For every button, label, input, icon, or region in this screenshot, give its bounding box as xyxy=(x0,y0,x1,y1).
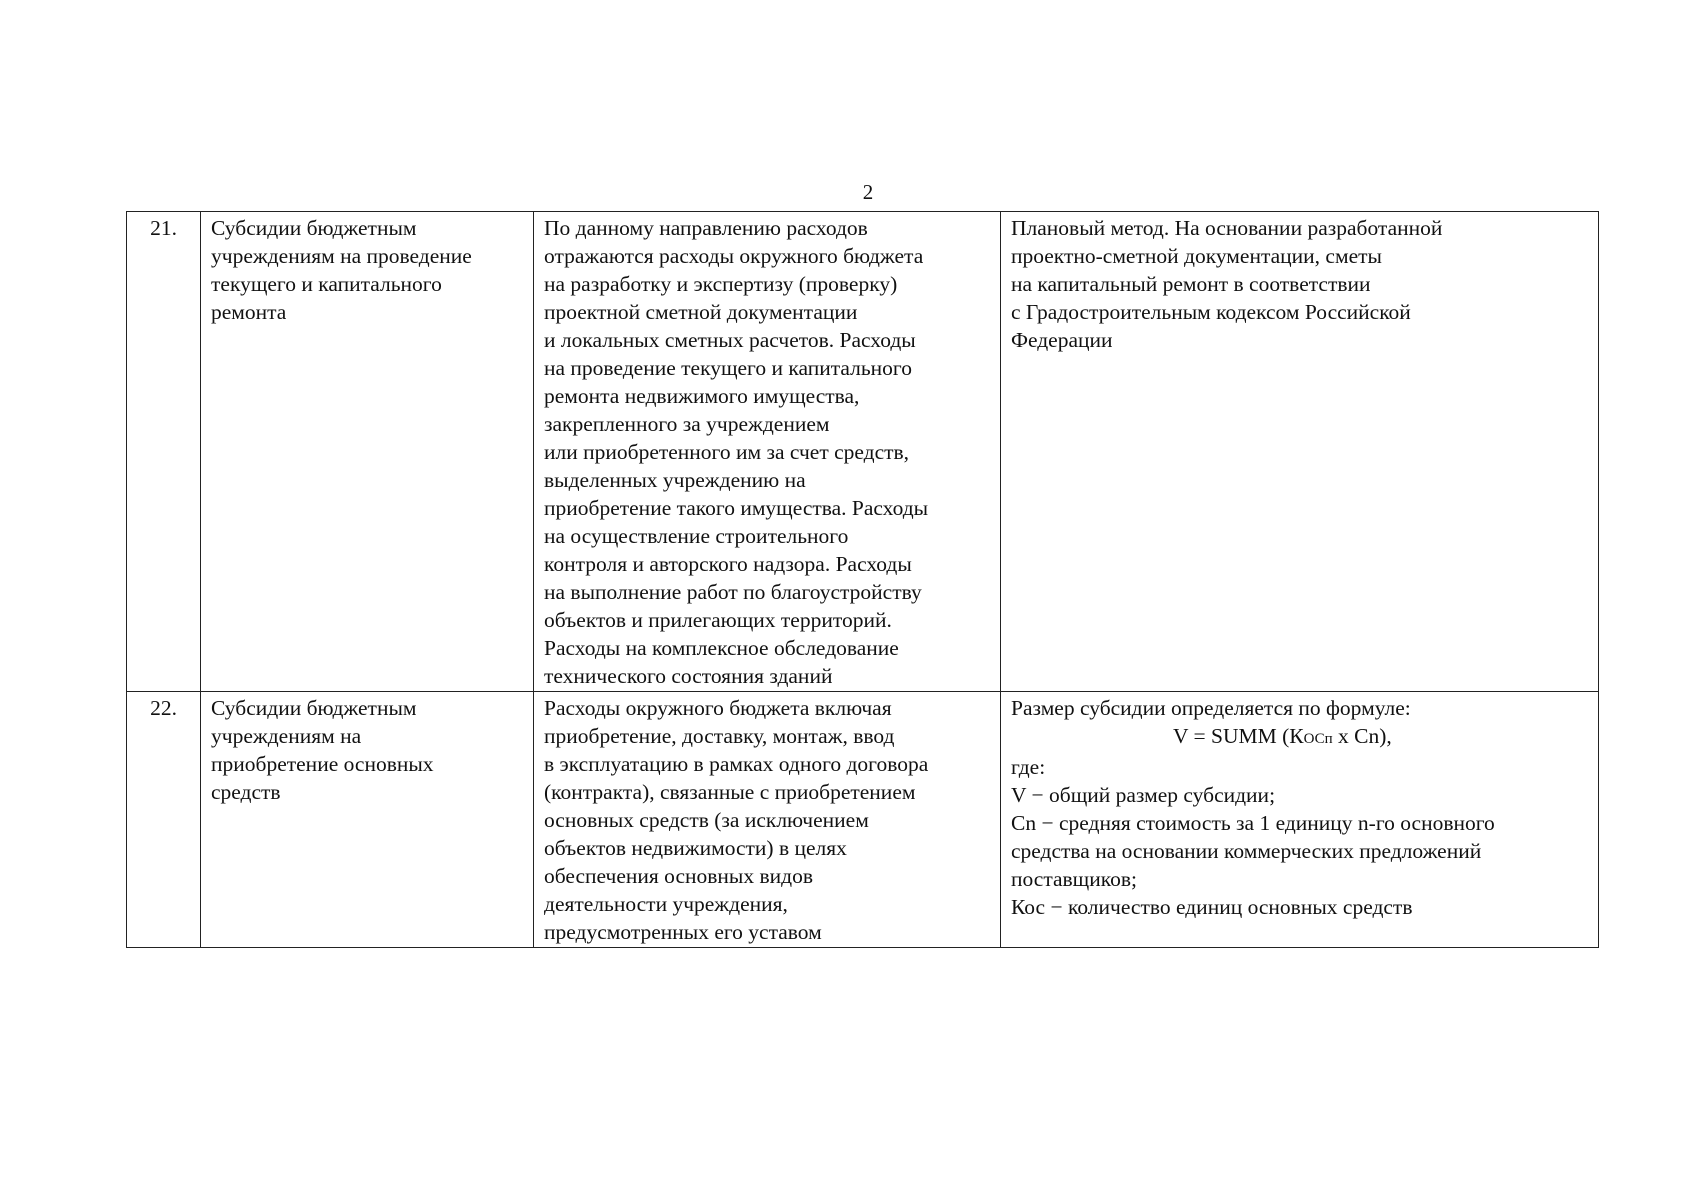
calculation-method-cell xyxy=(1001,692,1599,948)
text-line: Субсидии бюджетным xyxy=(211,696,417,720)
text-line: обеспечения основных видов xyxy=(544,864,813,888)
text-line: с Градостроительным кодексом Российской xyxy=(1011,300,1411,324)
text-line: деятельности учреждения, xyxy=(544,892,788,916)
text-line: Расходы на комплексное обследование xyxy=(544,636,899,660)
text-line: приобретение такого имущества. Расходы xyxy=(544,496,929,520)
text-line: Плановый метод. На основании разработанной xyxy=(1011,216,1443,240)
row-number: 22. xyxy=(127,692,201,948)
expense-name-cell xyxy=(201,692,534,948)
text-line: или приобретенного им за счет средств, xyxy=(544,440,910,464)
text-line: отражаются расходы окружного бюджета xyxy=(544,244,924,268)
text-line: Субсидии бюджетным xyxy=(211,216,417,240)
text-line: на капитальный ремонт в соответствии xyxy=(1011,272,1371,296)
text-line: объектов и прилегающих территорий. xyxy=(544,608,892,632)
formula-subscript: ОСп xyxy=(1303,731,1333,747)
text-line: на выполнение работ по благоустройству xyxy=(544,580,922,604)
formula-end: x Cn), xyxy=(1332,724,1392,748)
text-line: технического состояния зданий xyxy=(544,664,833,688)
text-line: закрепленного за учреждением xyxy=(544,412,830,436)
text-line: приобретение, доставку, монтаж, ввод xyxy=(544,724,895,748)
text-line: и локальных сметных расчетов. Расходы xyxy=(544,328,916,352)
expense-name-cell xyxy=(201,212,534,692)
text-line: на проведение текущего и капитального xyxy=(544,356,912,380)
text-line: учреждениям на проведение xyxy=(211,244,472,268)
text-line: ремонта xyxy=(211,300,287,324)
expense-table xyxy=(126,211,1599,948)
text-line: средства на основании коммерческих предложений xyxy=(1011,839,1482,863)
text-line: объектов недвижимости) в целях xyxy=(544,836,847,860)
text-line: контроля и авторского надзора. Расходы xyxy=(544,552,912,576)
table-row xyxy=(127,212,1599,692)
subsidy-formula xyxy=(1011,722,1588,753)
text-line: текущего и капитального xyxy=(211,272,442,296)
text-line: ремонта недвижимого имущества, xyxy=(544,384,860,408)
text-line: предусмотренных его уставом xyxy=(544,920,822,944)
text-line: Кос − количество единиц основных средств xyxy=(1011,895,1413,919)
text-line: Федерации xyxy=(1011,328,1113,352)
text-line: учреждениям на xyxy=(211,724,362,748)
expense-description-cell xyxy=(534,692,1001,948)
page-number: 2 xyxy=(862,180,874,204)
text-line: Расходы окружного бюджета включая xyxy=(544,696,892,720)
text-line: выделенных учреждению на xyxy=(544,468,806,492)
text-line: По данному направлению расходов xyxy=(544,216,868,240)
text-line: проектно-сметной документации, сметы xyxy=(1011,244,1382,268)
formula-intro: Размер субсидии определяется по формуле: xyxy=(1011,696,1411,720)
text-line: поставщиков; xyxy=(1011,867,1137,891)
text-line: V − общий размер субсидии; xyxy=(1011,783,1276,807)
text-line: на разработку и экспертизу (проверку) xyxy=(544,272,898,296)
text-line: средств xyxy=(211,780,281,804)
text-line: проектной сметной документации xyxy=(544,300,858,324)
text-line: на осуществление строительного xyxy=(544,524,849,548)
text-line: основных средств (за исключением xyxy=(544,808,869,832)
expense-description-cell xyxy=(534,212,1001,692)
formula-where: где: xyxy=(1011,755,1046,779)
formula-start: V = SUMM (К xyxy=(1173,724,1304,748)
row-number: 21. xyxy=(127,212,201,692)
text-line: приобретение основных xyxy=(211,752,434,776)
text-line: Cn − средняя стоимость за 1 единицу n-го основного xyxy=(1011,811,1495,835)
calculation-method-cell xyxy=(1001,212,1599,692)
table-row xyxy=(127,692,1599,948)
text-line: в эксплуатацию в рамках одного договора xyxy=(544,752,929,776)
text-line: (контракта), связанные с приобретением xyxy=(544,780,916,804)
